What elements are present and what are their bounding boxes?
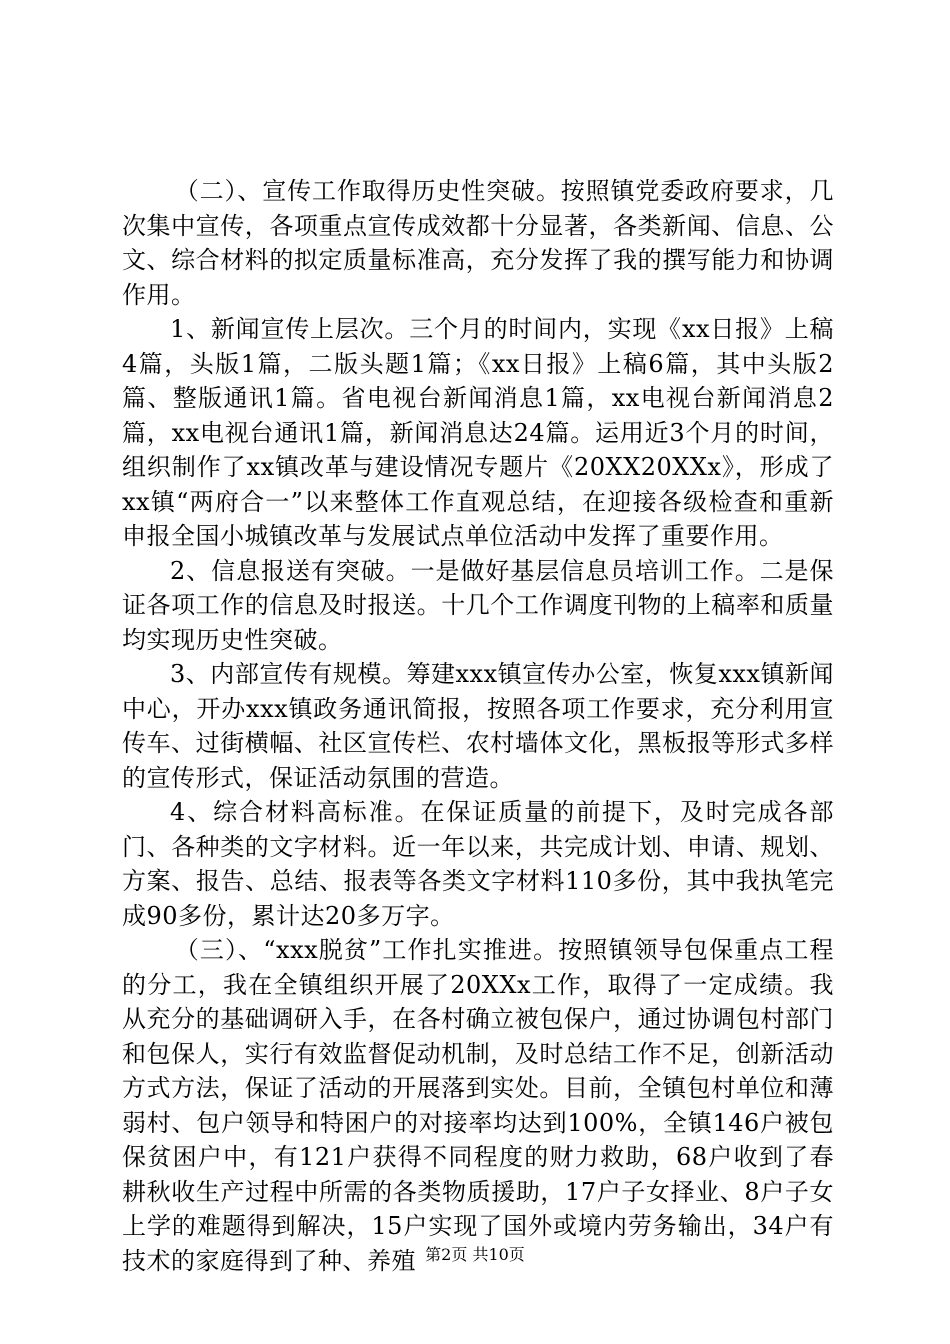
paragraph-internal-publicity: 3、内部宣传有规模。筹建xxx镇宣传办公室，恢复xxx镇新闻中心，开办xxx镇政务通讯简报，按照各项工作要求，充分利用宣传车、过街横幅、社区宣传栏、农村墙体文化，黑板报等形式多样的宣传形式，保证活动氛围的营造。 <box>122 660 834 792</box>
paragraph-section-two: （二）、宣传工作取得历史性突破。按照镇党委政府要求，几次集中宣传，各项重点宣传成效都十分显著，各类新闻、信息、公文、综合材料的拟定质量标准高，充分发挥了我的撰写能力和协调作用。 <box>122 177 834 309</box>
document-body <box>122 174 834 1278</box>
paragraph-section-three: （三）、“xxx脱贫”工作扎实推进。按照镇领导包保重点工程的分工，我在全镇组织开展了20XXx工作，取得了一定成绩。我从充分的基础调研入手，在各村确立被包保户，通过协调包村部门和包保人，实行有效监督促动机制，及时总结工作不足，创新活动方式方法，保证了活动的开展落到实处。目前，全镇包村单位和薄弱村、包户领导和特困户的对接率均达到100%，全镇146户被包保贫困户中，有121户获得不同程度的财力救助，68户收到了春耕秋收生产过程中所需的各类物质援助，17户子女择业、8户子女上学的难题得到解决，15户实现了国外或境内劳务输出，34户有技术的家庭得到了种、养殖 <box>122 936 834 1275</box>
paragraph-information-reporting: 2、信息报送有突破。一是做好基层信息员培训工作。二是保证各项工作的信息及时报送。十几个工作调度刊物的上稿率和质量均实现历史性突破。 <box>122 556 834 654</box>
paragraph-news-publicity: 1、新闻宣传上层次。三个月的时间内，实现《xx日报》上稿4篇，头版1篇，二版头题1篇；《xx日报》上稿6篇，其中头版2篇、整版通讯1篇。省电视台新闻消息1篇，xx电视台新闻消息2篇，xx电视台通讯1篇，新闻消息达24篇。运用近3个月的时间，组织制作了xx镇改革与建设情况专题片《20XX20XXx》，形成了xx镇“两府合一”以来整体工作直观总结，在迎接各级检查和重新申报全国小城镇改革与发展试点单位活动中发挥了重要作用。 <box>122 315 834 550</box>
page-number-footer: 第2页 共10页 <box>425 1245 525 1264</box>
paragraph-comprehensive-materials: 4、综合材料高标准。在保证质量的前提下，及时完成各部门、各种类的文字材料。近一年以来，共完成计划、申请、规划、方案、报告、总结、报表等各类文字材料110多份，其中我执笔完成90多份，累计达20多万字。 <box>122 798 834 930</box>
